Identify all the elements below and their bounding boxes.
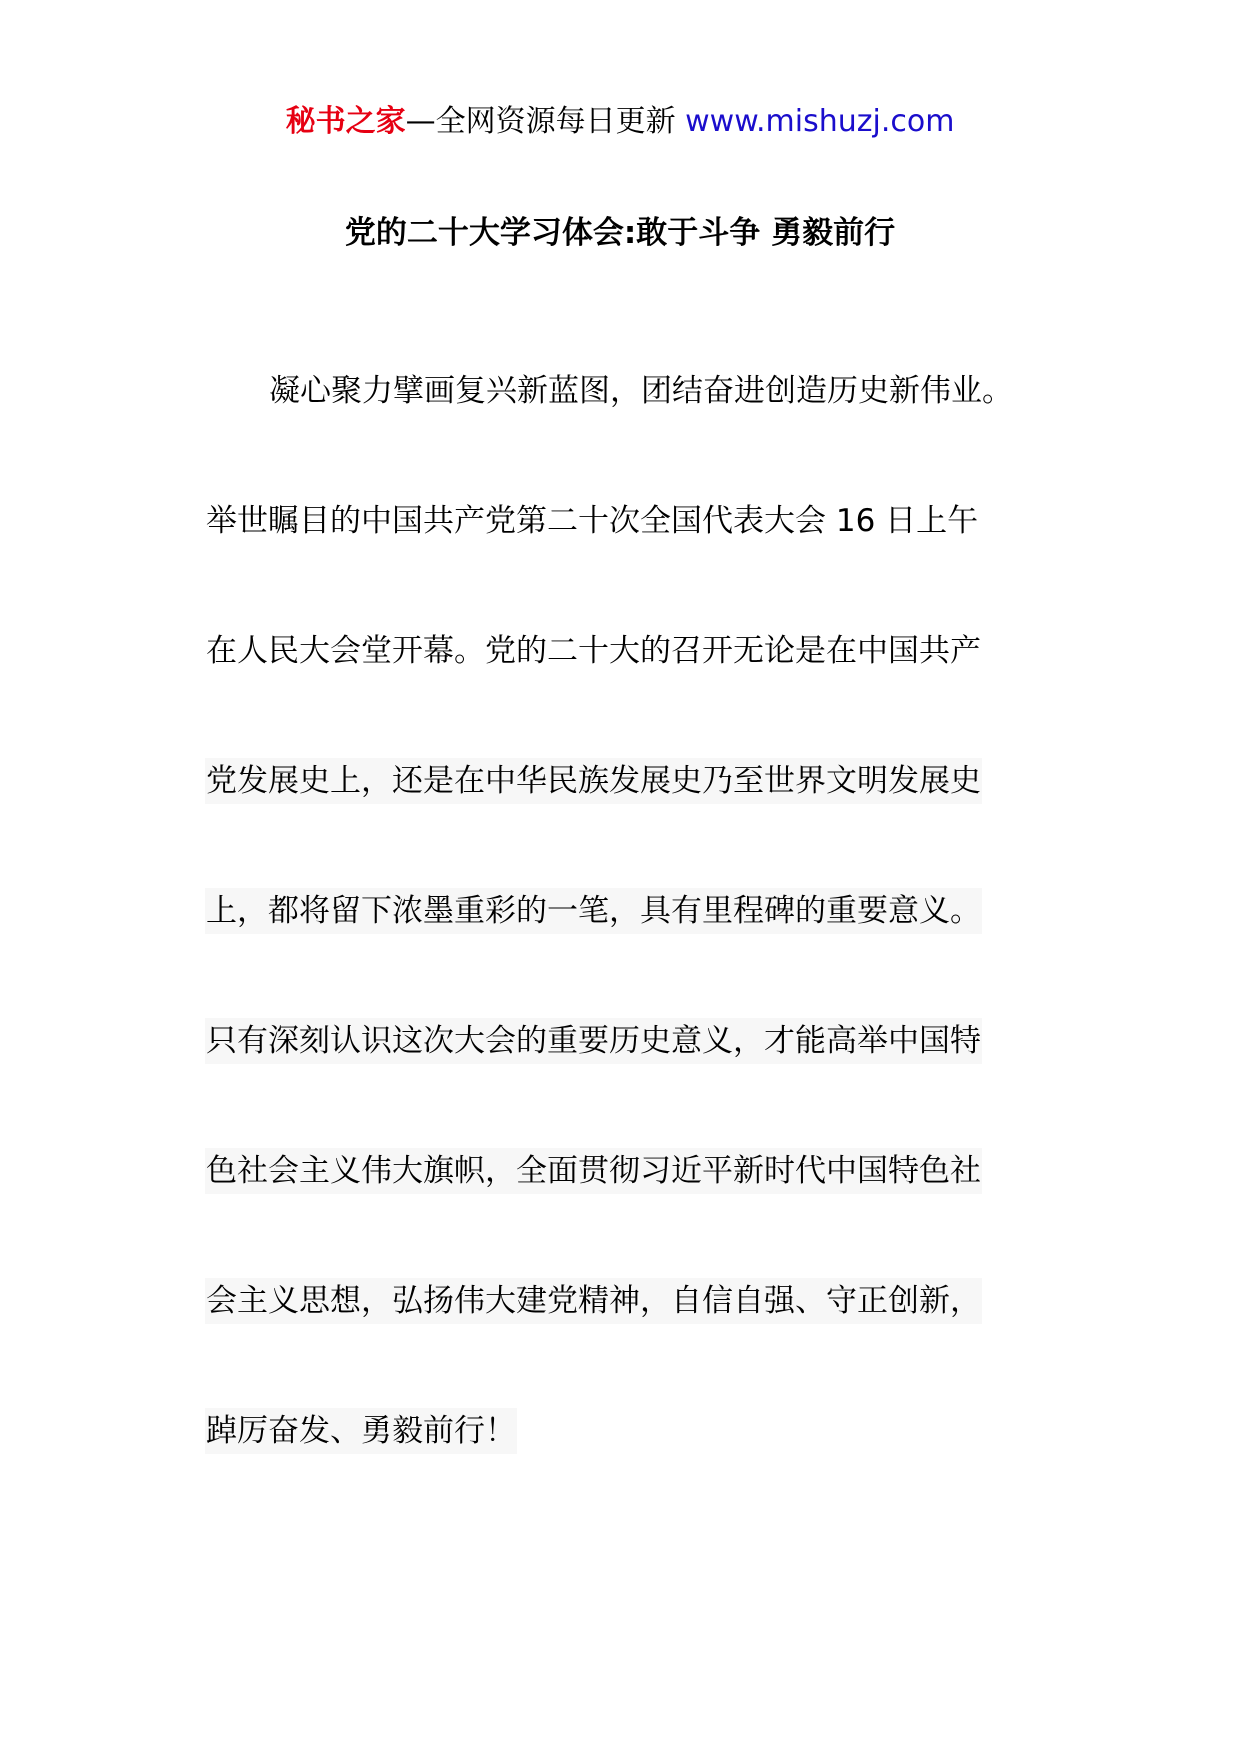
site-header <box>0 100 1240 144</box>
paragraph-line <box>205 1148 1065 1278</box>
paragraph-line <box>205 628 1065 758</box>
line-text: 党发展史上，还是在中华民族发展史乃至世界文明发展史 <box>205 758 982 804</box>
site-url-link[interactable]: www.mishuzj.com <box>685 104 955 139</box>
line-text: 色社会主义伟大旗帜，全面贯彻习近平新时代中国特色社 <box>205 1148 982 1194</box>
line-text: 踔厉奋发、勇毅前行！ <box>205 1408 517 1454</box>
paragraph-line <box>205 888 1065 1018</box>
paragraph-line <box>205 758 1065 888</box>
paragraph-line <box>205 498 1065 628</box>
paragraph-line <box>205 1278 1065 1408</box>
paragraph-line <box>205 1018 1065 1148</box>
line-text: 凝心聚力擘画复兴新蓝图，团结奋进创造历史新伟业。 <box>269 373 1013 409</box>
line-text: 在人民大会堂开幕。党的二十大的召开无论是在中国共产 <box>206 633 981 669</box>
site-brand: 秘书之家 <box>285 104 406 139</box>
paragraph-line <box>205 1408 1065 1538</box>
line-text: 举世瞩目的中国共产党第二十次全国代表大会 16 日上午 <box>206 503 979 539</box>
document-title: 党的二十大学习体会:敢于斗争 勇毅前行 <box>344 215 896 251</box>
document-body <box>205 368 1065 1538</box>
paragraph-line <box>205 368 1065 498</box>
site-tagline: —全网资源每日更新 <box>405 104 676 139</box>
line-text: 会主义思想，弘扬伟大建党精神，自信自强、守正创新， <box>205 1278 982 1324</box>
line-text: 只有深刻认识这次大会的重要历史意义，才能高举中国特 <box>205 1018 982 1064</box>
line-text: 上，都将留下浓墨重彩的一笔，具有里程碑的重要意义。 <box>205 888 982 934</box>
